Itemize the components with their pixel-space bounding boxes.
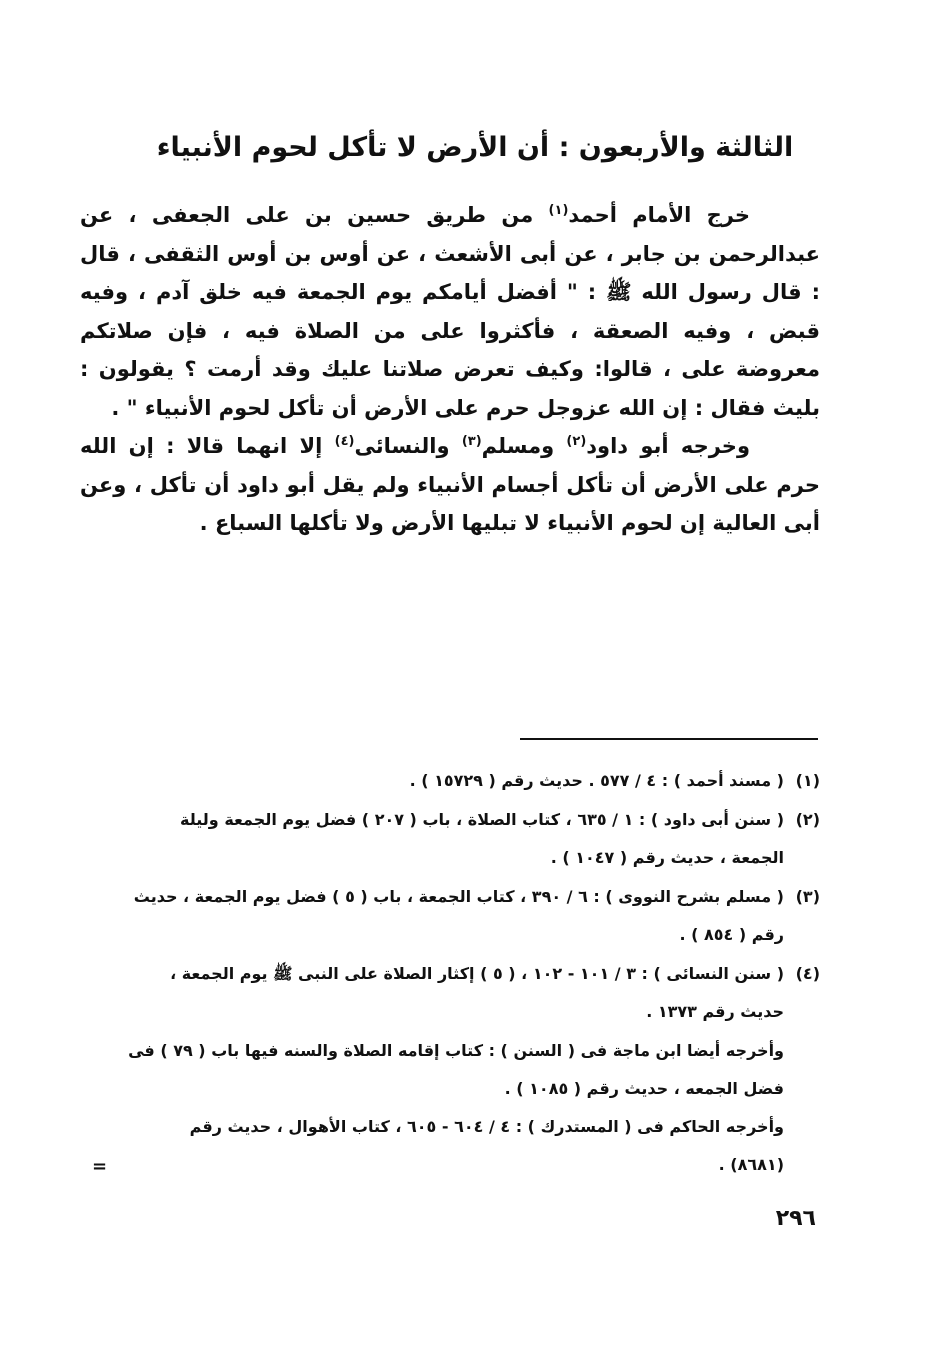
footnotes-section <box>80 762 820 1184</box>
main-text <box>80 196 820 543</box>
paragraph-2-part-1: وخرجه أبو داود <box>586 434 750 458</box>
continuation-mark: = <box>92 1156 108 1177</box>
paragraph-2-part-3: والنسائى <box>354 434 462 458</box>
footnote-number: (٣) <box>795 887 820 906</box>
section-heading: الثالثة والأربعون : أن الأرض لا تأكل لحوم الأنبياء <box>156 132 794 163</box>
footnote-extra-text-continued: (٨٦٨١) . <box>718 1155 784 1174</box>
page-number: ٢٩٦ <box>775 1206 816 1231</box>
footnote-number: (٢) <box>795 810 820 829</box>
footnote-ref-2: (٢) <box>566 434 587 449</box>
footnote-3 <box>80 878 820 954</box>
footnote-text: ( مسلم بشرح النووى ) : ٦ / ٣٩٠ ، كتاب الجمعة ، باب ( ٥ ) فضل يوم الجمعة ، حديث <box>133 887 784 906</box>
footnote-number: (١) <box>795 771 820 790</box>
footnote-text: ( سنن أبى داود ) : ١ / ٦٣٥ ، كتاب الصلاة ، باب ( ٢٠٧ ) فضل يوم الجمعة وليلة <box>180 810 784 829</box>
paragraph-2-part-4: إلا انهما قالا : إن الله حرم على الأرض أن تأكل أجسام الأنبياء ولم يقل أبو داود أن تأكل ، وعن أبى العالية إن لحوم الأنبياء لا تبليها الأرض ولا تأكلها السباع . <box>80 434 820 535</box>
footnote-text-continued: الجمعة ، حديث رقم ( ١٠٤٧ ) . <box>550 848 784 867</box>
paragraph-1 <box>80 196 820 427</box>
footnote-extra-2 <box>80 1108 820 1184</box>
footnote-number: (٤) <box>795 964 820 983</box>
footnote-extra-1 <box>80 1032 820 1108</box>
footnote-2 <box>80 801 820 877</box>
paragraph-2 <box>80 427 820 543</box>
footnote-ref-3: (٣) <box>461 434 482 449</box>
footnote-ref-1: (١) <box>548 203 569 218</box>
paragraph-1-part-1: خرج الأمام أحمد <box>568 203 750 227</box>
footnote-4 <box>80 955 820 1031</box>
paragraph-1-part-2: من طريق حسين بن على الجعفى ، عن عبدالرحمن بن جابر ، عن أبى الأشعث ، عن أوس بن أوس الثقفى ، قال : قال رسول الله ﷺ : " أفضل أيامكم يوم الجمعة فيه خلق آدم ، وفيه قبض ، وفيه الصعقة ، فأكثروا على من الصلاة فيه ، فإن صلاتكم معروضة على ، قالوا: وكيف تعرض صلاتنا عليك وقد أرمت ؟ يقولون : بليث فقال : إن الله عزوجل حرم على الأرض أن تأكل لحوم الأنبياء " . <box>80 203 820 420</box>
footnote-ref-4: (٤) <box>334 434 355 449</box>
footnote-extra-text-continued: فضل الجمعه ، حديث رقم ( ١٠٨٥ ) . <box>504 1079 784 1098</box>
paragraph-2-part-2: ومسلم <box>481 434 567 458</box>
footnote-1 <box>80 762 820 800</box>
footnote-extra-text: وأخرجه أيضا ابن ماجة فى ( السنن ) : كتاب إقامه الصلاة والسنه فيها باب ( ٧٩ ) فى <box>128 1041 784 1060</box>
footnote-extra-text: وأخرجه الحاكم فى ( المستدرك ) : ٤ / ٦٠٤ - ٦٠٥ ، كتاب الأهوال ، حديث رقم <box>189 1117 784 1136</box>
footnote-separator <box>520 738 818 740</box>
footnote-text: ( مسند أحمد ) : ٤ / ٥٧٧ . حديث رقم ( ١٥٧٢٩ ) . <box>409 771 784 790</box>
footnote-text: ( سنن النسائى ) : ٣ / ١٠١ - ١٠٢ ، ( ٥ ) إكثار الصلاة على النبى ﷺ يوم الجمعة ، <box>170 964 784 983</box>
footnote-text-continued: رقم ( ٨٥٤ ) . <box>679 925 784 944</box>
footnote-text-continued: حديث رقم ١٣٧٣ . <box>646 1002 784 1021</box>
